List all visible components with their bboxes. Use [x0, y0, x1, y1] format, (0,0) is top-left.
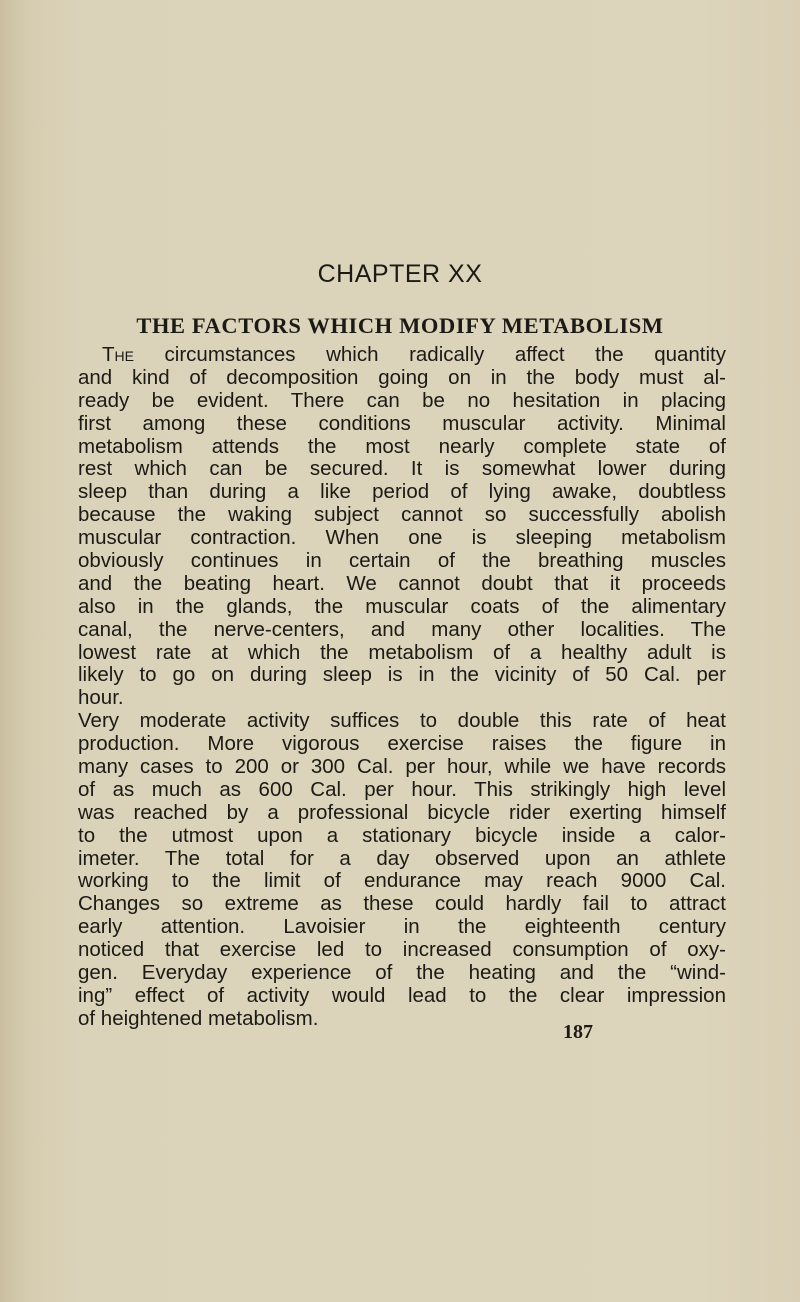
text-line: obviously continues in certain of the breathing muscles — [78, 549, 726, 573]
chapter-title: THE FACTORS WHICH MODIFY METABOLISM — [136, 313, 664, 338]
first-word: The — [102, 343, 134, 366]
text-line: because the waking subject cannot so successfully abolish — [78, 503, 726, 527]
text-line — [78, 344, 726, 367]
text-line: and the beating heart. We cannot doubt that it proceeds — [78, 571, 726, 595]
text-line: production. More vigorous exercise raises the figure in — [78, 732, 726, 756]
text-line: Very moderate activity suffices to double this rate of heat — [78, 709, 726, 733]
text-line: hour. — [78, 686, 124, 710]
page-number: 187 — [563, 1021, 593, 1043]
text-line: of as much as 600 Cal. per hour. This strikingly high level — [78, 777, 726, 801]
text-line: and kind of decomposition going on in the body must al- — [78, 365, 726, 389]
text-line: ready be evident. There can be no hesitation in placing — [78, 388, 726, 412]
text-line: to the utmost upon a stationary bicycle inside a calor- — [78, 823, 726, 847]
text-line: Changes so extreme as these could hardly fail to attract — [78, 892, 726, 916]
text-line: also in the glands, the muscular coats of the alimentary — [78, 594, 726, 618]
text-line: first among these conditions muscular activity. Minimal — [78, 411, 726, 435]
text-line: rest which can be secured. It is somewhat lower during — [78, 457, 726, 481]
body-text — [78, 344, 726, 1031]
text-line: metabolism attends the most nearly complete state of — [78, 434, 726, 458]
line-text: circumstances which radically affect the quantity — [133, 343, 726, 366]
text-line: sleep than during a like period of lying awake, doubtless — [78, 480, 726, 504]
text-line: muscular contraction. When one is sleeping metabolism — [78, 526, 726, 550]
chapter-heading: CHAPTER XX — [317, 260, 483, 288]
text-line: was reached by a professional bicycle rider exerting himself — [78, 800, 726, 824]
text-line: canal, the nerve-centers, and many other localities. The — [78, 617, 726, 641]
text-line: of heightened metabolism. — [78, 1006, 319, 1030]
text-line: lowest rate at which the metabolism of a healthy adult is — [78, 640, 726, 664]
text-line: gen. Everyday experience of the heating and the “wind- — [78, 961, 726, 985]
text-line: likely to go on during sleep is in the vicinity of 50 Cal. per — [78, 663, 726, 687]
text-line: noticed that exercise led to increased consumption of oxy- — [78, 938, 726, 962]
text-line: working to the limit of endurance may reach 9000 Cal. — [78, 869, 726, 893]
text-line: many cases to 200 or 300 Cal. per hour, while we have records — [78, 755, 726, 779]
text-line: ing” effect of activity would lead to the clear impression — [78, 983, 726, 1007]
text-line: early attention. Lavoisier in the eighteenth century — [78, 915, 726, 939]
text-line: imeter. The total for a day observed upon an athlete — [78, 846, 726, 870]
